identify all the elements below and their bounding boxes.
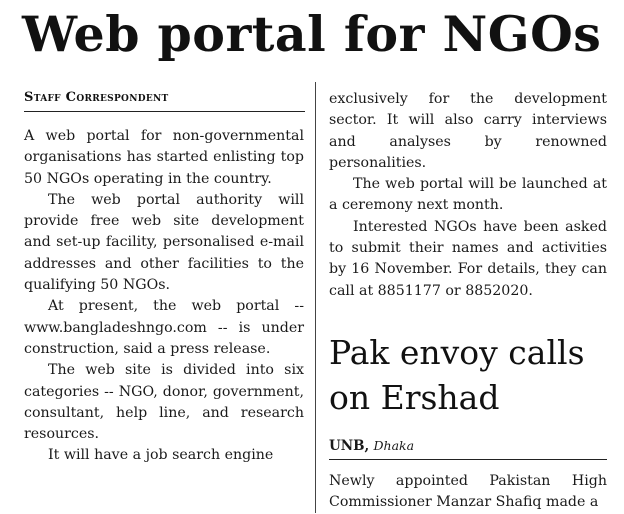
article-paragraph: It will have a job search engine xyxy=(48,447,274,464)
column-divider xyxy=(315,82,316,513)
article-paragraph: The web portal will be launched at a ceremony next month. xyxy=(329,176,607,214)
second-article-body xyxy=(329,471,607,514)
byline: Staff Correspondent xyxy=(24,90,169,105)
article-paragraph: At present, the web portal -- www.bangladeshngo.com -- is under construction, said a press release. xyxy=(24,298,304,357)
dateline-place: Dhaka xyxy=(373,438,415,453)
article-paragraph: The web site is divided into six categories -- NGO, donor, government, consultant, help line, and research resources. xyxy=(24,362,304,443)
article-paragraph: The web portal authority will provide free web site development and set-up facility, personalised e-mail addresses and other facilities to the qualifying 50 NGOs. xyxy=(24,191,304,294)
second-byline-rule xyxy=(329,459,607,460)
article-headline: Web portal for NGOs xyxy=(22,5,602,63)
news-agency: UNB, xyxy=(329,438,370,454)
article-paragraph: exclusively for the development sector. It will also carry interviews and analyses by renowned personalities. xyxy=(329,91,607,171)
second-article-byline xyxy=(329,436,607,456)
article-right-column xyxy=(329,89,607,302)
article-paragraph: A web portal for non-governmental organisations has started enlisting top 50 NGOs operating in the country. xyxy=(24,128,304,187)
article-left-column xyxy=(24,126,304,467)
article-paragraph: Interested NGOs have been asked to submit their names and activities by 16 November. For details, they can call at 8851177 or 8852020. xyxy=(329,218,607,299)
byline-rule xyxy=(24,111,305,112)
second-article-headline: Pak envoy calls on Ershad xyxy=(329,333,585,417)
article-paragraph: Newly appointed Pakistan High Commissioner Manzar Shafiq made a xyxy=(329,473,607,511)
